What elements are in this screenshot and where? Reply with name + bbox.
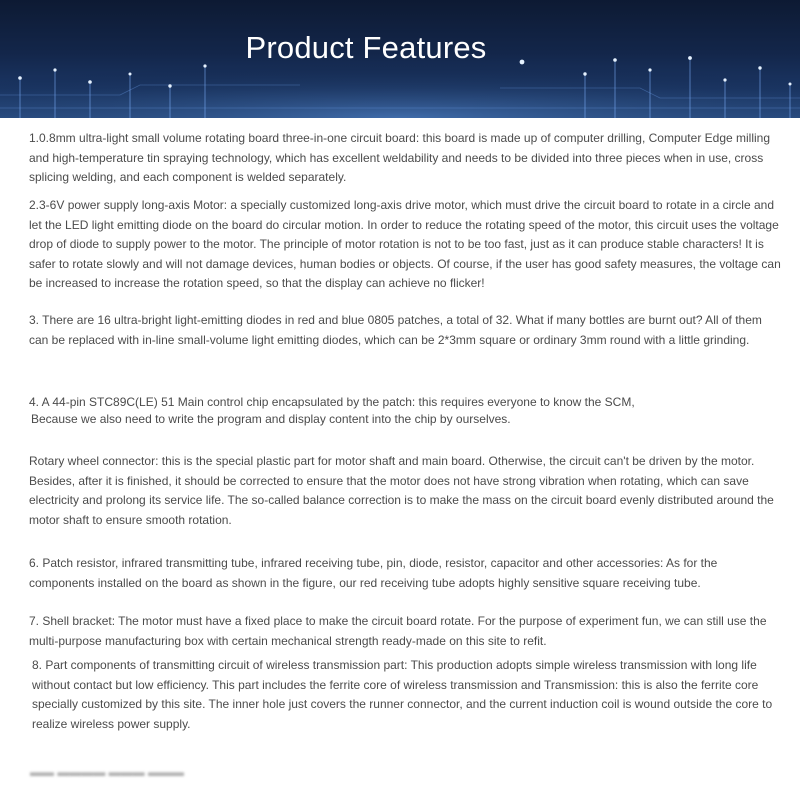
feature-paragraph-3: 3. There are 16 ultra-bright light-emitting diodes in red and blue 0805 patches, a total of 32. What if many bottles are burnt out? All of them can be replaced with in-line small-volume light emitting diodes, which can be 2*3mm square or ordinary 3mm round with a little grinding.: [29, 313, 762, 347]
feature-paragraph-6: 6. Patch resistor, infrared transmitting tube, infrared receiving tube, pin, diode, resistor, capacitor and other accessories: As for the components installed on the board as shown in the figure, our red receiving tube adopts highly sensitive square receiving tube.: [29, 556, 718, 590]
feature-paragraph-4: 4. A 44-pin STC89C(LE) 51 Main control chip encapsulated by the patch: this requires everyone to know the SCM,: [29, 395, 635, 409]
header-banner: [0, 0, 800, 118]
feature-paragraph-2: 2.3-6V power supply long-axis Motor: a specially customized long-axis drive motor, which must drive the circuit board to rotate in a circle and let the LED light emitting diode on the board do circular motion. In order to reduce the rotating speed of the motor, this circuit uses the voltage drop of diode to supply power to the motor. The principle of motor rotation is not to be too fast, just as it can produce stable characters! It is safer to rotate slowly and will not damage devices, human bodies or objects. Of course, if the user has good safety measures, the voltage can be increased to increase the rotation speed, so that the display can achieve no flicker!: [29, 198, 781, 291]
feature-paragraph-8: 8. Part components of transmitting circuit of wireless transmission part: This production adopts simple wireless transmission with long life without contact but low efficiency. This part includes the ferrite core of wireless transmission and Transmission: this is also the ferrite core specially customized by this site. The inner hole just covers the runner connector, and the current induction coil is wound outside the core to realize wireless power supply.: [32, 658, 773, 731]
feature-paragraph-7: 7. Shell bracket: The motor must have a fixed place to make the circuit board rotate. For the purpose of experiment fun, we can still use the multi-purpose manufacturing box with certain mechanical strength ready-made on this site to refit.: [29, 614, 767, 648]
feature-paragraph-4-continued: Because we also need to write the program and display content into the chip by ourselves.: [31, 412, 511, 426]
faded-text-artifact: ▬▬ ▬▬▬▬ ▬▬▬ ▬▬▬: [30, 765, 185, 779]
page-title: Product Features: [245, 30, 487, 65]
feature-paragraph-5: Rotary wheel connector: this is the special plastic part for motor shaft and main board. Otherwise, the circuit can't be driven by the motor. Besides, after it is finished, it should be corrected to ensure that the motor does not have strong vibration when rotating, which can save electricity and prolong its service life. The so-called balance correction is to make the mass on the circuit board evenly distributed around the motor shaft to ensure smooth rotation.: [29, 454, 774, 527]
feature-paragraph-1: 1.0.8mm ultra-light small volume rotating board three-in-one circuit board: this board is made up of computer drilling, Computer Edge milling and high-temperature tin spraying technology, which has excellent weldability and needs to be divided into three pieces when in use, cross splicing welding, and each component is welded separately.: [29, 131, 771, 185]
